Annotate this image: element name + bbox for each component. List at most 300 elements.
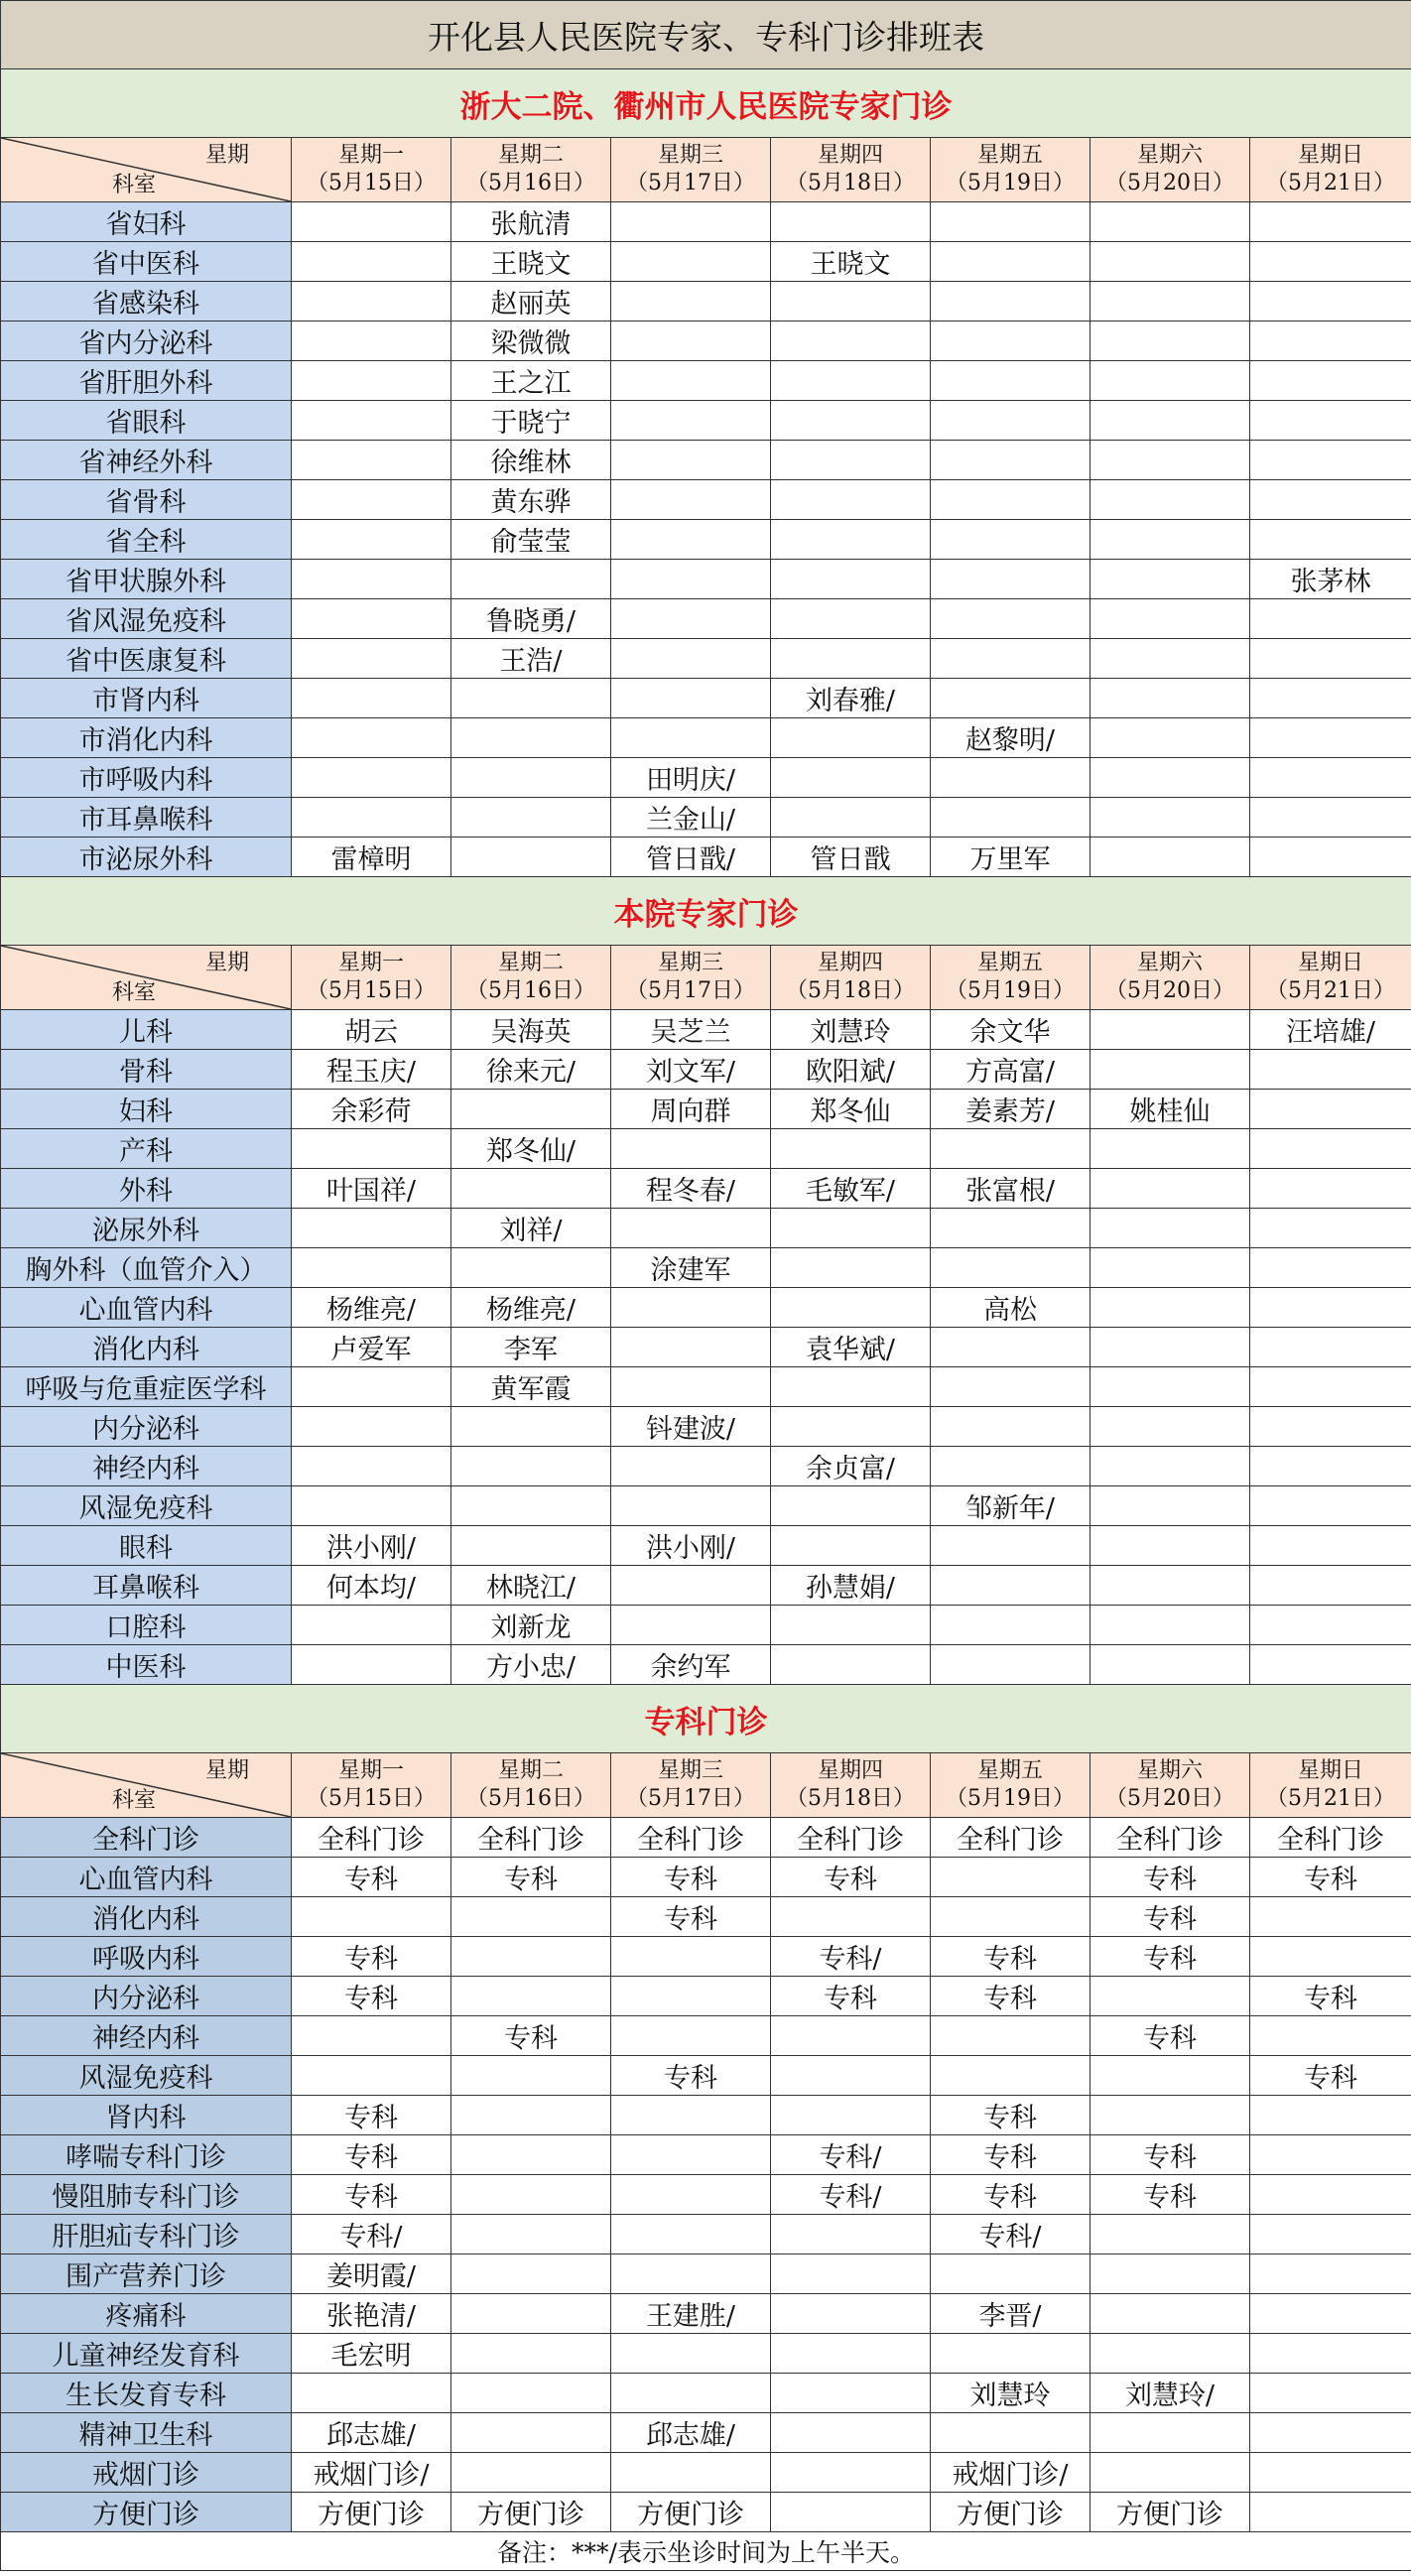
schedule-cell: 专科 (1090, 1858, 1250, 1897)
schedule-cell (292, 282, 451, 322)
schedule-cell: 姜明霞/ (292, 2254, 451, 2294)
schedule-cell (451, 2056, 611, 2096)
schedule-cell: 田明庆/ (611, 758, 771, 798)
department-cell: 口腔科 (1, 1606, 292, 1645)
table-row (1, 2254, 1411, 2294)
table-row (1, 1818, 1411, 1858)
schedule-cell (451, 1977, 611, 2016)
title-row (1, 1, 1411, 69)
schedule-cell: 涂建军 (611, 1248, 771, 1288)
day-header (771, 946, 931, 1010)
schedule-cell (931, 2413, 1090, 2453)
corner-header (1, 946, 292, 1010)
day-name: 星期一 (337, 143, 404, 168)
schedule-cell: 专科/ (771, 1937, 931, 1977)
schedule-cell: 洪小刚/ (611, 1526, 771, 1566)
schedule-cell (1090, 2215, 1250, 2254)
schedule-cell (771, 718, 931, 758)
schedule-cell (931, 322, 1090, 361)
schedule-cell: 专科 (292, 1977, 451, 2016)
day-name: 星期三 (657, 951, 723, 975)
schedule-cell: 姜素芳/ (931, 1090, 1090, 1129)
schedule-cell (931, 480, 1090, 520)
day-name: 星期六 (1136, 143, 1203, 168)
footer-note: 备注：***/表示坐诊时间为上午半天。 (1, 2532, 1411, 2571)
schedule-cell (1250, 1526, 1411, 1566)
department-cell: 儿科 (1, 1010, 292, 1050)
day-header-row (1, 946, 1411, 1010)
department-cell: 中医科 (1, 1645, 292, 1685)
day-header (292, 1753, 451, 1818)
schedule-cell (771, 2374, 931, 2413)
schedule-cell (292, 2374, 451, 2413)
schedule-cell (292, 1209, 451, 1248)
department-cell: 外科 (1, 1169, 292, 1209)
day-date: （5月16日） (466, 978, 595, 1003)
schedule-cell: 王浩/ (451, 639, 611, 679)
schedule-cell (1250, 2413, 1411, 2453)
schedule-cell (611, 520, 771, 560)
schedule-cell: 徐来元/ (451, 1050, 611, 1090)
day-header (931, 138, 1090, 202)
schedule-cell (1250, 1645, 1411, 1685)
schedule-cell (611, 1486, 771, 1526)
schedule-cell: 全科门诊 (611, 1818, 771, 1858)
schedule-cell (611, 242, 771, 282)
schedule-cell (1250, 1897, 1411, 1937)
schedule-cell (1250, 1209, 1411, 1248)
schedule-cell (611, 2215, 771, 2254)
schedule-cell: 刘慧玲 (931, 2374, 1090, 2413)
day-header (292, 138, 451, 202)
schedule-cell (611, 1288, 771, 1328)
schedule-cell (1090, 361, 1250, 401)
schedule-cell (1250, 1288, 1411, 1328)
schedule-cell: 余约军 (611, 1645, 771, 1685)
schedule-cell (292, 2016, 451, 2056)
schedule-cell (1250, 401, 1411, 441)
department-cell: 省肝胆外科 (1, 361, 292, 401)
day-header (771, 1753, 931, 1818)
day-header (611, 138, 771, 202)
day-header (1090, 138, 1250, 202)
schedule-cell: 黄东骅 (451, 480, 611, 520)
day-header (1250, 138, 1411, 202)
schedule-cell (1090, 1367, 1250, 1407)
schedule-cell (1250, 1606, 1411, 1645)
section-title-row (1, 1685, 1411, 1753)
schedule-cell (1250, 361, 1411, 401)
schedule-cell (771, 2294, 931, 2334)
schedule-cell: 专科 (1250, 2056, 1411, 2096)
schedule-cell: 徐维林 (451, 441, 611, 480)
schedule-cell (292, 1447, 451, 1486)
department-cell: 风湿免疫科 (1, 1486, 292, 1526)
schedule-cell (1250, 1328, 1411, 1367)
department-cell: 戒烟门诊 (1, 2453, 292, 2493)
department-cell: 肾内科 (1, 2096, 292, 2135)
section-title: 本院专家门诊 (1, 877, 1411, 946)
schedule-cell (451, 1169, 611, 1209)
schedule-cell (1090, 242, 1250, 282)
schedule-cell (931, 2334, 1090, 2374)
schedule-cell: 专科 (1090, 1937, 1250, 1977)
table-row (1, 1209, 1411, 1248)
schedule-cell (1250, 441, 1411, 480)
schedule-cell (1090, 1209, 1250, 1248)
schedule-cell (931, 1858, 1090, 1897)
department-cell: 耳鼻喉科 (1, 1566, 292, 1606)
day-header (1090, 946, 1250, 1010)
schedule-cell (1250, 1566, 1411, 1606)
schedule-cell (1250, 2453, 1411, 2493)
day-name: 星期二 (497, 951, 564, 975)
schedule-cell: 李晋/ (931, 2294, 1090, 2334)
day-name: 星期五 (976, 143, 1043, 168)
schedule-cell (1090, 1050, 1250, 1090)
schedule-cell: 方高富/ (931, 1050, 1090, 1090)
table-row (1, 1010, 1411, 1050)
day-header (1250, 1753, 1411, 1818)
schedule-cell (771, 758, 931, 798)
department-cell: 眼科 (1, 1526, 292, 1566)
schedule-cell (451, 1248, 611, 1288)
schedule-cell (292, 322, 451, 361)
schedule-cell (1250, 2215, 1411, 2254)
schedule-cell (292, 758, 451, 798)
schedule-cell (292, 560, 451, 599)
table-row (1, 1937, 1411, 1977)
department-cell: 风湿免疫科 (1, 2056, 292, 2096)
schedule-cell (611, 2096, 771, 2135)
schedule-cell (1250, 718, 1411, 758)
schedule-cell (1250, 2334, 1411, 2374)
schedule-cell (451, 798, 611, 837)
schedule-cell (292, 599, 451, 639)
schedule-cell: 王之江 (451, 361, 611, 401)
schedule-cell (1250, 2175, 1411, 2215)
department-cell: 全科门诊 (1, 1818, 292, 1858)
schedule-cell (931, 1407, 1090, 1447)
schedule-cell (1250, 1367, 1411, 1407)
schedule-cell (1250, 2016, 1411, 2056)
schedule-cell (292, 1248, 451, 1288)
schedule-cell: 专科 (292, 1937, 451, 1977)
schedule-cell (1090, 1010, 1250, 1050)
section-title-row (1, 69, 1411, 138)
schedule-cell: 王建胜/ (611, 2294, 771, 2334)
schedule-cell: 李军 (451, 1328, 611, 1367)
table-row (1, 1248, 1411, 1288)
schedule-cell (611, 1367, 771, 1407)
department-cell: 省全科 (1, 520, 292, 560)
schedule-cell: 余贞富/ (771, 1447, 931, 1486)
corner-day-label: 星期 (204, 1758, 249, 1783)
table-row (1, 679, 1411, 718)
schedule-cell (771, 2215, 931, 2254)
schedule-cell: 俞莹莹 (451, 520, 611, 560)
schedule-cell: 郑冬仙/ (451, 1129, 611, 1169)
schedule-cell: 赵黎明/ (931, 718, 1090, 758)
corner-day-label: 星期 (204, 143, 249, 168)
schedule-cell: 万里军 (931, 837, 1090, 877)
footer-row (1, 2532, 1411, 2571)
schedule-cell (611, 679, 771, 718)
schedule-cell (292, 480, 451, 520)
schedule-cell (451, 679, 611, 718)
schedule-cell (611, 2135, 771, 2175)
schedule-cell: 姚桂仙 (1090, 1090, 1250, 1129)
table-row (1, 560, 1411, 599)
schedule-cell (451, 837, 611, 877)
schedule-cell: 何本均/ (292, 1566, 451, 1606)
schedule-cell (1250, 679, 1411, 718)
schedule-cell: 王晓文 (451, 242, 611, 282)
schedule-cell (771, 480, 931, 520)
day-date: （5月15日） (307, 978, 436, 1003)
schedule-cell (771, 1248, 931, 1288)
corner-dept-label: 科室 (112, 1788, 157, 1813)
schedule-cell (292, 679, 451, 718)
day-date: （5月18日） (786, 1786, 915, 1811)
schedule-cell: 全科门诊 (451, 1818, 611, 1858)
department-cell: 胸外科（血管介入） (1, 1248, 292, 1288)
schedule-cell: 袁华斌/ (771, 1328, 931, 1367)
schedule-cell: 专科 (1090, 2135, 1250, 2175)
schedule-cell (931, 1367, 1090, 1407)
schedule-cell (451, 1486, 611, 1526)
schedule-cell (1250, 1407, 1411, 1447)
schedule-cell (1090, 1486, 1250, 1526)
schedule-cell (1090, 480, 1250, 520)
schedule-cell: 专科 (451, 2016, 611, 2056)
schedule-cell: 专科 (1090, 2016, 1250, 2056)
schedule-cell (771, 2016, 931, 2056)
schedule-cell (771, 798, 931, 837)
department-cell: 围产营养门诊 (1, 2254, 292, 2294)
schedule-cell (1250, 242, 1411, 282)
schedule-cell (1250, 322, 1411, 361)
schedule-cell: 叶国祥/ (292, 1169, 451, 1209)
day-header (451, 946, 611, 1010)
schedule-cell (451, 1090, 611, 1129)
schedule-cell (1250, 202, 1411, 242)
table-row (1, 361, 1411, 401)
schedule-cell (611, 441, 771, 480)
schedule-cell (931, 798, 1090, 837)
table-row (1, 2294, 1411, 2334)
schedule-cell (611, 1129, 771, 1169)
schedule-cell: 专科 (931, 2135, 1090, 2175)
corner-header (1, 1753, 292, 1818)
schedule-cell (611, 480, 771, 520)
schedule-cell (771, 1486, 931, 1526)
schedule-cell: 刘慧玲 (771, 1010, 931, 1050)
schedule-cell (771, 1526, 931, 1566)
table-row (1, 1447, 1411, 1486)
schedule-cell (931, 242, 1090, 282)
table-row (1, 1407, 1411, 1447)
table-row (1, 401, 1411, 441)
schedule-cell (1090, 1288, 1250, 1328)
schedule-cell: 鲁晓勇/ (451, 599, 611, 639)
table-row (1, 282, 1411, 322)
schedule-cell: 吴海英 (451, 1010, 611, 1050)
table-row (1, 2215, 1411, 2254)
day-header-row (1, 1753, 1411, 1818)
schedule-cell: 刘新龙 (451, 1606, 611, 1645)
schedule-cell (1090, 202, 1250, 242)
schedule-cell (1090, 1248, 1250, 1288)
schedule-cell: 杨维亮/ (292, 1288, 451, 1328)
schedule-cell (611, 1937, 771, 1977)
table-row (1, 1897, 1411, 1937)
schedule-cell (931, 1566, 1090, 1606)
department-cell: 神经内科 (1, 1447, 292, 1486)
schedule-cell: 专科 (931, 2096, 1090, 2135)
schedule-cell (771, 599, 931, 639)
table-row (1, 2374, 1411, 2413)
schedule-cell (292, 1129, 451, 1169)
day-date: （5月18日） (786, 171, 915, 195)
schedule-cell: 林晓江/ (451, 1566, 611, 1606)
table-row (1, 639, 1411, 679)
schedule-cell (451, 2096, 611, 2135)
table-row (1, 758, 1411, 798)
department-cell: 精神卫生科 (1, 2413, 292, 2453)
schedule-cell: 于晓宁 (451, 401, 611, 441)
table-row (1, 2056, 1411, 2096)
schedule-cell: 戒烟门诊/ (292, 2453, 451, 2493)
schedule-cell: 钭建波/ (611, 1407, 771, 1447)
table-row (1, 2135, 1411, 2175)
section-title: 浙大二院、衢州市人民医院专家门诊 (1, 69, 1411, 138)
table-row (1, 1486, 1411, 1526)
schedule-cell: 黄军霞 (451, 1367, 611, 1407)
table-row (1, 480, 1411, 520)
schedule-cell (292, 1367, 451, 1407)
schedule-cell (931, 520, 1090, 560)
schedule-cell: 专科 (771, 1977, 931, 2016)
day-header (931, 946, 1090, 1010)
schedule-cell (1090, 322, 1250, 361)
schedule-cell: 管日戬 (771, 837, 931, 877)
department-cell: 市肾内科 (1, 679, 292, 718)
schedule-cell: 孙慧娟/ (771, 1566, 931, 1606)
day-name: 星期六 (1136, 951, 1203, 975)
department-cell: 省风湿免疫科 (1, 599, 292, 639)
table-row (1, 520, 1411, 560)
department-cell: 心血管内科 (1, 1288, 292, 1328)
day-date: （5月20日） (1105, 978, 1234, 1003)
schedule-cell: 张富根/ (931, 1169, 1090, 1209)
schedule-cell (1250, 1050, 1411, 1090)
corner-dept-label: 科室 (112, 980, 157, 1005)
schedule-cell (451, 1407, 611, 1447)
department-cell: 市耳鼻喉科 (1, 798, 292, 837)
schedule-cell (451, 2413, 611, 2453)
department-cell: 省骨科 (1, 480, 292, 520)
schedule-cell (292, 718, 451, 758)
schedule-cell (292, 361, 451, 401)
schedule-cell (1250, 480, 1411, 520)
schedule-cell (1090, 758, 1250, 798)
schedule-cell (292, 798, 451, 837)
schedule-cell (1250, 798, 1411, 837)
schedule-cell (451, 2175, 611, 2215)
schedule-cell (292, 1407, 451, 1447)
department-cell: 肝胆疝专科门诊 (1, 2215, 292, 2254)
table-row (1, 2096, 1411, 2135)
table-row (1, 2413, 1411, 2453)
schedule-cell: 方便门诊 (292, 2493, 451, 2532)
schedule-cell (1090, 560, 1250, 599)
schedule-cell (1250, 599, 1411, 639)
day-name: 星期五 (976, 1758, 1043, 1783)
schedule-cell: 汪培雄/ (1250, 1010, 1411, 1050)
schedule-cell (292, 1645, 451, 1685)
day-header (611, 946, 771, 1010)
schedule-cell (611, 2016, 771, 2056)
table-row (1, 1367, 1411, 1407)
schedule-cell: 专科 (292, 2135, 451, 2175)
schedule-cell (292, 202, 451, 242)
schedule-cell (611, 2374, 771, 2413)
department-cell: 消化内科 (1, 1328, 292, 1367)
day-date: （5月20日） (1105, 1786, 1234, 1811)
schedule-cell (611, 2334, 771, 2374)
day-header (611, 1753, 771, 1818)
day-date: （5月18日） (786, 978, 915, 1003)
day-date: （5月16日） (466, 1786, 595, 1811)
corner-day-label: 星期 (204, 951, 249, 975)
schedule-cell (771, 2096, 931, 2135)
day-name: 星期二 (497, 1758, 564, 1783)
department-cell: 省感染科 (1, 282, 292, 322)
schedule-cell (771, 2334, 931, 2374)
schedule-cell (451, 1897, 611, 1937)
day-date: （5月17日） (626, 171, 755, 195)
schedule-cell: 专科 (931, 1977, 1090, 2016)
schedule-cell (771, 1645, 931, 1685)
department-cell: 泌尿外科 (1, 1209, 292, 1248)
schedule-cell (292, 1897, 451, 1937)
schedule-cell (1090, 679, 1250, 718)
schedule-cell (292, 520, 451, 560)
schedule-cell (1090, 282, 1250, 322)
schedule-cell (451, 2334, 611, 2374)
department-cell: 疼痛科 (1, 2294, 292, 2334)
day-date: （5月16日） (466, 171, 595, 195)
day-date: （5月21日） (1266, 978, 1395, 1003)
schedule-cell (611, 639, 771, 679)
day-header (451, 138, 611, 202)
schedule-cell (931, 1897, 1090, 1937)
schedule-cell (771, 441, 931, 480)
day-name: 星期三 (657, 143, 723, 168)
schedule-cell (292, 639, 451, 679)
table-row (1, 2334, 1411, 2374)
schedule-cell (451, 1526, 611, 1566)
schedule-cell (931, 758, 1090, 798)
department-cell: 省内分泌科 (1, 322, 292, 361)
schedule-cell (1090, 798, 1250, 837)
day-date: （5月19日） (946, 1786, 1075, 1811)
schedule-cell (931, 401, 1090, 441)
table-row (1, 798, 1411, 837)
department-cell: 哮喘专科门诊 (1, 2135, 292, 2175)
schedule-cell: 专科 (611, 1897, 771, 1937)
